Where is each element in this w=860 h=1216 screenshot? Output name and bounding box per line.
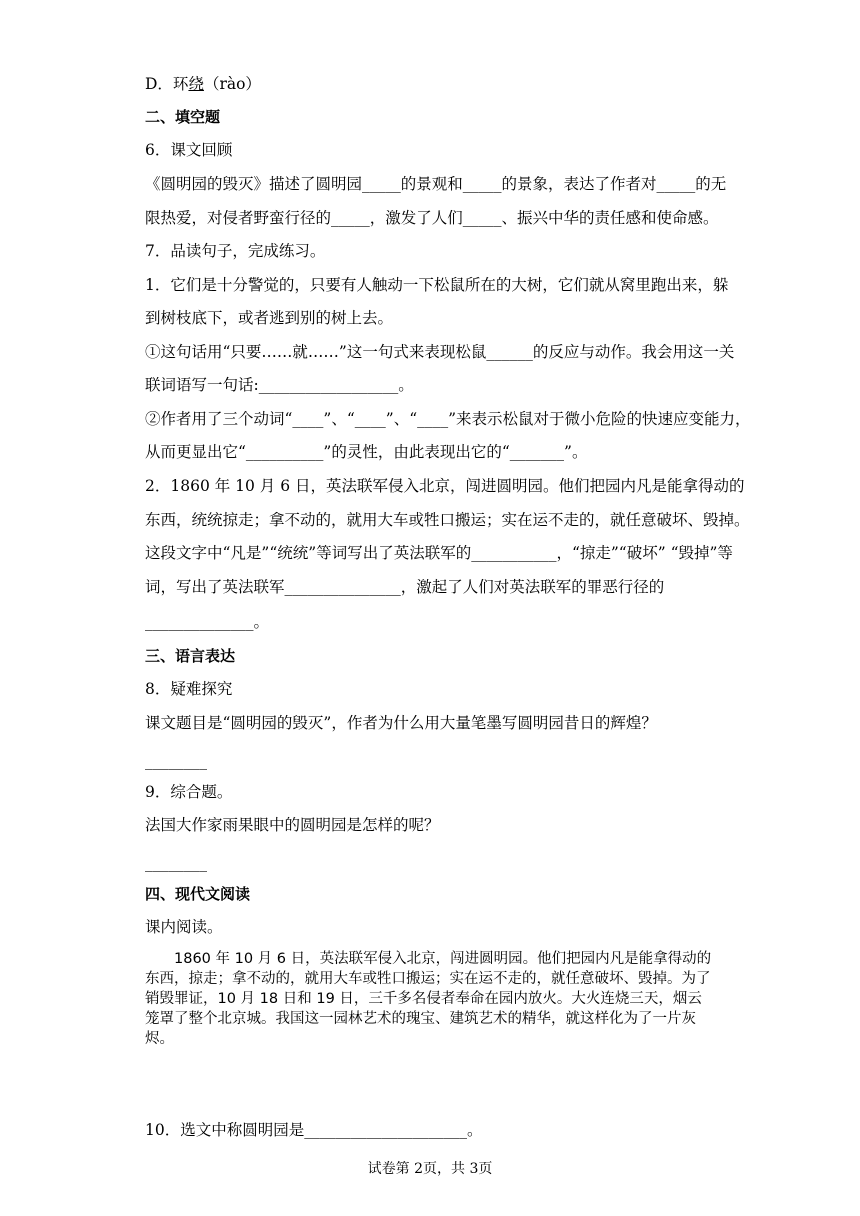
reading-intro: 课内阅读。 (145, 918, 223, 936)
question-6-text-line-1: 《圆明园的毁灭》描述了圆明园_____的景观和_____的景象，表达了作者对_____的无 (145, 175, 727, 193)
question-9-label: 9．综合题。 (145, 783, 233, 801)
question-7-2-line-1: 2．1860 年 10 月 6 日，英法联军侵入北京，闯进圆明园。他们把园内凡是能拿得动的 (145, 477, 745, 495)
section-3-title: 三、语言表达 (145, 647, 236, 665)
question-7-label: 7．品读句子，完成练习。 (145, 242, 326, 260)
question-7-2-line-3: 这段文字中“凡是”“统统”等词写出了英法联军的___________，“掠走”“破坏” “毁掉”等 (145, 544, 733, 562)
question-7-1-b-line-1: ②作者用了三个动词“____”、“____”、“____”来表示松鼠对于微小危险的快速应变能力， (145, 410, 751, 428)
question-6-text-line-2: 限热爱，对侵者野蛮行径的_____，激发了人们_____、振兴中华的责任感和使命感。 (145, 209, 719, 227)
reading-passage: 1860 年 10 月 6 日，英法联军侵入北京，闯进圆明园。他们把园内凡是能拿得动的东西，掠走；拿不动的，就用大车或牲口搬运；实在运不走的，就任意破坏、毁掉。为了销毁罪证，10 月 18 日和 19 日，三千多名侵者奉命在园内放火。大火连烧三天，烟云笼罩了整个北京城。我国这一园林艺术的瑰宝、建筑艺术的精华，就这样化为了一片灰烬。 (145, 951, 712, 1047)
question-8-label: 8．疑难探究 (145, 680, 233, 698)
question-7-1-a-line-2: 联词语写一句话:__________________。 (145, 376, 414, 394)
section-4-title: 四、现代文阅读 (145, 885, 251, 903)
section-2-title: 二、填空题 (145, 108, 221, 126)
question-7-2-line-2: 东西，统统掠走；拿不动的，就用大车或牲口搬运；实在运不走的，就任意破坏、毁掉。 (145, 511, 750, 529)
question-7-1-line-1: 1．它们是十分警觉的，只要有人触动一下松鼠所在的大树，它们就从窝里跑出来，躲 (145, 276, 729, 294)
question-7-2-line-5: ______________。 (145, 613, 270, 631)
question-5-option-d (145, 74, 261, 94)
question-7-1-b-line-2: 从而更显出它“__________”的灵性，由此表现出它的“_______”。 (145, 443, 588, 461)
question-7-1-a-line-1: ①这句话用“只要……就……”这一句式来表现松鼠______的反应与动作。我会用这一关 (145, 343, 735, 361)
question-8-answer-blank: ________ (145, 752, 207, 770)
option-d-pinyin: （rào） (203, 75, 261, 93)
option-d-underlined-char: 绕 (188, 75, 204, 93)
question-7-2-line-4: 词，写出了英法联军_______________，激起了人们对英法联军的罪恶行径的 (145, 578, 665, 596)
question-9-text: 法国大作家雨果眼中的圆明园是怎样的呢？ (145, 816, 440, 834)
question-8-text: 课文题目是“圆明园的毁灭”，作者为什么用大量笔墨写圆明园昔日的辉煌？ (145, 714, 657, 732)
question-6-label: 6．课文回顾 (145, 141, 233, 159)
page-footer: 试卷第 2页，共 3页 (367, 1161, 493, 1177)
question-7-1-line-2: 到树枝底下，或者逃到别的树上去。 (145, 309, 394, 327)
question-9-answer-blank: ________ (145, 854, 207, 872)
question-10-text: 10．选文中称圆明园是_____________________。 (145, 1121, 483, 1139)
option-d-prefix: D．环 (145, 75, 189, 93)
